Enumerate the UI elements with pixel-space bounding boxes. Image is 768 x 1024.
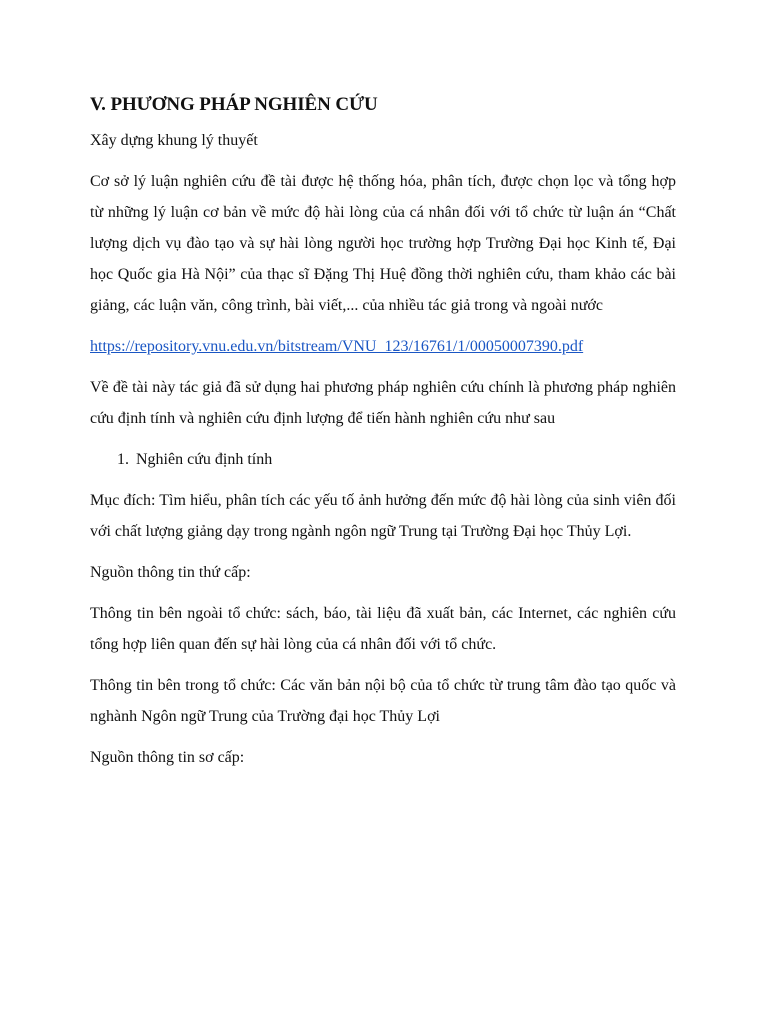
document-body [90, 89, 676, 773]
paragraph-purpose: Mục đích: Tìm hiểu, phân tích các yếu tố ảnh hưởng đến mức độ hài lòng của sinh viên đối với chất lượng giảng dạy trong ngành ngôn ngữ Trung tại Trường Đại học Thủy Lợi. [90, 492, 676, 540]
paragraph-theoretical-basis: Cơ sở lý luận nghiên cứu đề tài được hệ thống hóa, phân tích, được chọn lọc và tổng hợp từ những lý luận cơ bản về mức độ hài lòng của cá nhân đối với tổ chức từ luận án “Chất lượng dịch vụ đào tạo và sự hài lòng người học trường hợp Trường Đại học Kinh tế, Đại học Quốc gia Hà Nội” của thạc sĩ Đặng Thị Huệ đồng thời nghiên cứu, tham khảo các bài giảng, các luận văn, công trình, bài viết,... của nhiều tác giả trong và ngoài nước [90, 173, 676, 314]
paragraph-methods: Về đề tài này tác giả đã sử dụng hai phương pháp nghiên cứu chính là phương pháp nghiên cứu định tính và nghiên cứu định lượng để tiến hành nghiên cứu như sau [90, 379, 676, 427]
paragraph-primary-sources: Nguồn thông tin sơ cấp: [90, 749, 245, 766]
subheading: Xây dựng khung lý thuyết [90, 132, 258, 149]
list-item-text: Nghiên cứu định tính [136, 451, 273, 468]
list-item-number: 1. [117, 451, 129, 468]
paragraph-external-info: Thông tin bên ngoài tổ chức: sách, báo, tài liệu đã xuất bản, các Internet, các nghiên cứu tổng hợp liên quan đến sự hài lòng của cá nhân đối với tổ chức. [90, 605, 676, 653]
paragraph-secondary-sources: Nguồn thông tin thứ cấp: [90, 564, 251, 581]
paragraph-internal-info: Thông tin bên trong tổ chức: Các văn bản nội bộ của tổ chức từ trung tâm đào tạo quốc và nghành Ngôn ngữ Trung của Trường đại học Thủy Lợi [90, 677, 676, 725]
reference-link[interactable]: https://repository.vnu.edu.vn/bitstream/VNU_123/16761/1/00050007390.pdf [90, 338, 584, 355]
reference-link-paragraph [90, 331, 676, 362]
section-heading: V. PHƯƠNG PHÁP NGHIÊN CỨU [90, 94, 378, 115]
list-item [117, 444, 676, 475]
